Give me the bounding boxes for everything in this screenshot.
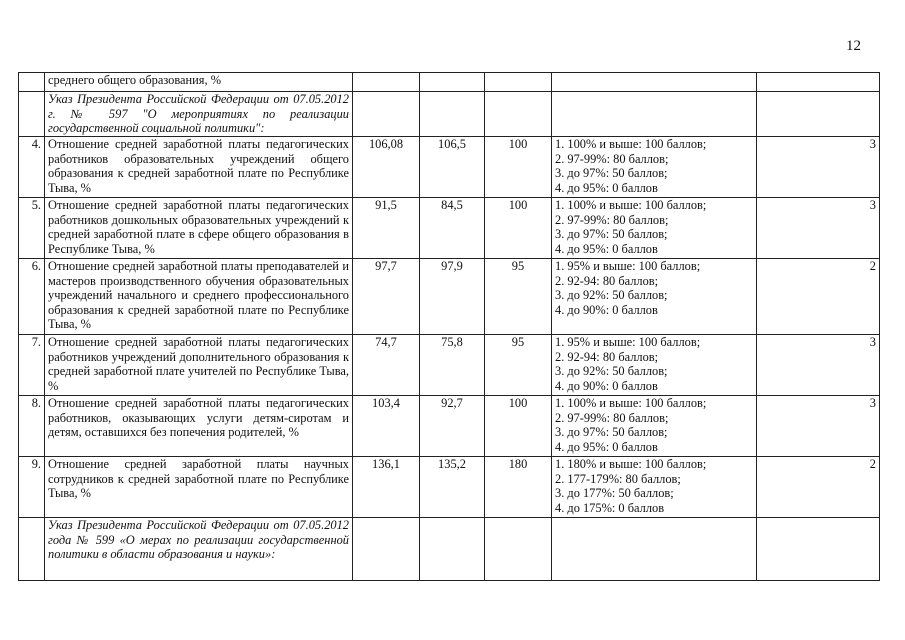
criteria: [552, 198, 757, 259]
row-name: Отношение средней заработной платы педагогических работников дошкольных образовательных учреждений к средней заработной плате в сфере общего образования в Республике Тыва, %: [45, 198, 353, 259]
criteria-line: 4. до 90%: 0 баллов: [555, 378, 658, 393]
criteria-line: 1. 100% и выше: 100 баллов;: [555, 198, 707, 212]
criteria-line: 4. до 95%: 0 баллов: [555, 180, 658, 195]
value-target: 95: [485, 335, 552, 396]
indicators-table: [18, 72, 880, 581]
weight: 3: [757, 396, 880, 457]
value-2: 135,2: [420, 457, 485, 518]
value-target: 100: [485, 137, 552, 198]
criteria-line: 4. до 175%: 0 баллов: [555, 500, 665, 515]
table-row: [19, 259, 880, 335]
criteria-line: 2. 97-99%: 80 баллов;: [555, 410, 669, 425]
decree-text: Указ Президента Российской Федерации от 07.05.2012 года № 599 «О мерах по реализации государственной политики в области образования и науки»:: [45, 518, 353, 581]
weight: 3: [757, 198, 880, 259]
criteria-line: 2. 177-179%: 80 баллов;: [555, 471, 681, 486]
row-number: 8.: [19, 396, 45, 457]
criteria-line: 2. 97-99%: 80 баллов;: [555, 212, 669, 227]
criteria-line: 3. до 177%: 50 баллов;: [555, 486, 674, 501]
criteria-line: 3. до 97%: 50 баллов;: [555, 166, 668, 181]
criteria-line: 3. до 92%: 50 баллов;: [555, 364, 668, 379]
table-row: [19, 335, 880, 396]
criteria-line: 3. до 92%: 50 баллов;: [555, 288, 668, 303]
criteria-line: 1. 100% и выше: 100 баллов;: [555, 137, 707, 151]
value-target: 95: [485, 259, 552, 335]
row-number: 9.: [19, 457, 45, 518]
value-1: 74,7: [353, 335, 420, 396]
value-1: 97,7: [353, 259, 420, 335]
decree-text: Указ Президента Российской Федерации от 07.05.2012 г. № 597 "О мероприятиях по реализации государственной социальной политики":: [45, 92, 353, 137]
table-row-decree: [19, 92, 880, 137]
table-row: [19, 198, 880, 259]
value-2: 75,8: [420, 335, 485, 396]
value-target: 100: [485, 198, 552, 259]
row-number: 7.: [19, 335, 45, 396]
table-row: [19, 457, 880, 518]
table-row-continuation: [19, 73, 880, 92]
criteria-line: 4. до 95%: 0 баллов: [555, 439, 658, 454]
criteria-line: 1. 95% и выше: 100 баллов;: [555, 259, 701, 273]
table-row-decree: [19, 518, 880, 581]
row-name: среднего общего образования, %: [45, 73, 353, 92]
value-target: 180: [485, 457, 552, 518]
criteria: [552, 396, 757, 457]
table-row: [19, 137, 880, 198]
criteria: [552, 259, 757, 335]
criteria-line: 1. 100% и выше: 100 баллов;: [555, 396, 707, 410]
row-name: Отношение средней заработной платы педагогических работников образовательных учреждений общего образования к средней заработной плате по Республике Тыва, %: [45, 137, 353, 198]
value-1: 103,4: [353, 396, 420, 457]
value-1: 136,1: [353, 457, 420, 518]
criteria-line: 4. до 95%: 0 баллов: [555, 241, 658, 256]
value-target: 100: [485, 396, 552, 457]
weight: 2: [757, 457, 880, 518]
criteria: [552, 137, 757, 198]
row-number: 5.: [19, 198, 45, 259]
weight: 3: [757, 335, 880, 396]
criteria: [552, 457, 757, 518]
row-number: 4.: [19, 137, 45, 198]
criteria-line: 2. 92-94: 80 баллов;: [555, 273, 659, 288]
table-row: [19, 396, 880, 457]
value-2: 92,7: [420, 396, 485, 457]
weight: 3: [757, 137, 880, 198]
criteria-line: 1. 95% и выше: 100 баллов;: [555, 335, 701, 349]
criteria-line: 2. 92-94: 80 баллов;: [555, 349, 659, 364]
row-name: Отношение средней заработной платы педагогических работников, оказывающих услуги детям-сиротам и детям, оставшихся без попечения родителей, %: [45, 396, 353, 457]
criteria-line: 3. до 97%: 50 баллов;: [555, 227, 668, 242]
value-2: 84,5: [420, 198, 485, 259]
row-name: Отношение средней заработной платы научных сотрудников к средней заработной плате по Республике Тыва, %: [45, 457, 353, 518]
value-1: 91,5: [353, 198, 420, 259]
row-number: 6.: [19, 259, 45, 335]
row-name: Отношение средней заработной платы педагогических работников учреждений дополнительного образования к средней заработной плате учителей по Республике Тыва, %: [45, 335, 353, 396]
criteria: [552, 335, 757, 396]
criteria-line: 3. до 97%: 50 баллов;: [555, 425, 668, 440]
criteria-line: 2. 97-99%: 80 баллов;: [555, 151, 669, 166]
criteria-line: 4. до 90%: 0 баллов: [555, 302, 658, 317]
weight: 2: [757, 259, 880, 335]
value-1: 106,08: [353, 137, 420, 198]
value-2: 97,9: [420, 259, 485, 335]
row-name: Отношение средней заработной платы преподавателей и мастеров производственного обучения образовательных учреждений начального и среднего профессионального образования к средней заработной плате по Республике Тыва, %: [45, 259, 353, 335]
criteria-line: 1. 180% и выше: 100 баллов;: [555, 457, 707, 471]
page-number: 12: [846, 38, 861, 54]
value-2: 106,5: [420, 137, 485, 198]
